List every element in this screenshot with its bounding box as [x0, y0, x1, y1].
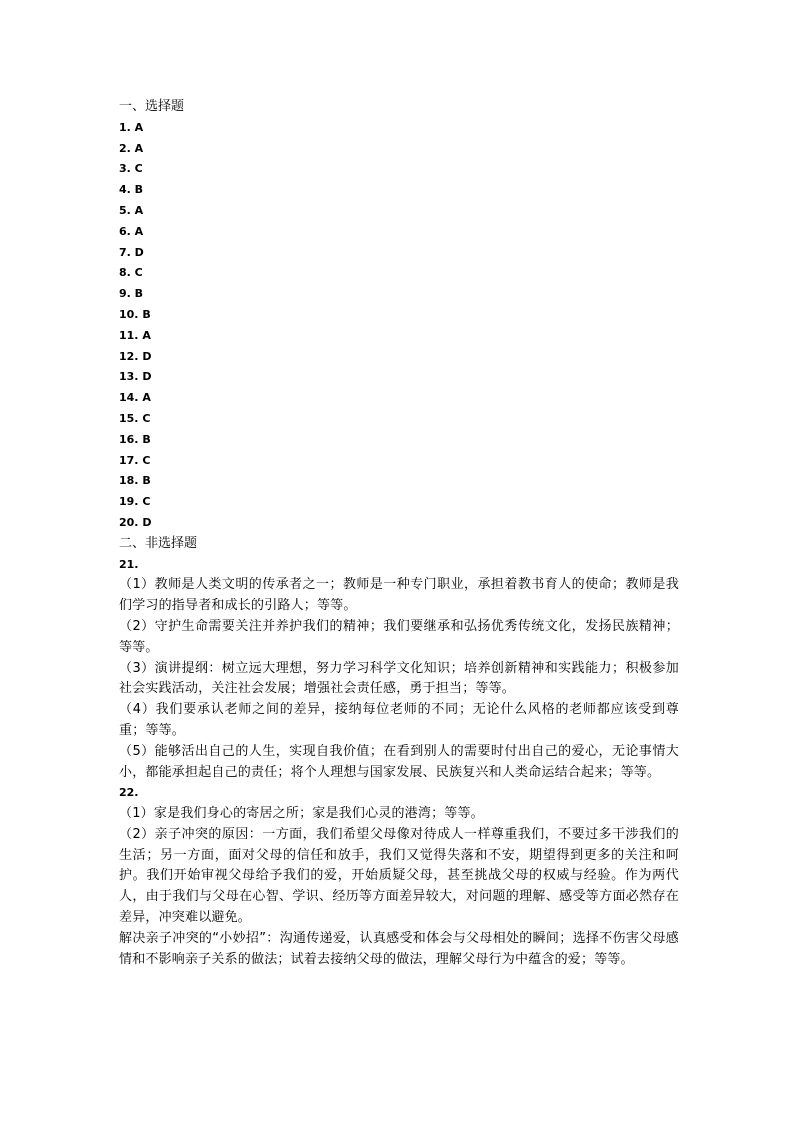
choice-answer: 7. D	[119, 245, 144, 259]
choice-answer: 6. A	[119, 224, 144, 238]
choice-answer: 18. B	[119, 474, 151, 488]
choice-answer: 12. D	[119, 349, 152, 363]
choice-answer: 8. C	[119, 266, 143, 280]
choice-answer: 2. A	[119, 141, 144, 155]
q21-part-5: （5）能够活出自己的人生，实现自我价值；在看到别人的需要时付出自己的爱心，无论事情大小，都能承担起自己的责任；将个人理想与国家发展、民族复兴和人类命运结合起来；等等。	[119, 743, 679, 780]
question-number-22: 22.	[119, 786, 139, 800]
section-heading-choice: 一、选择题	[119, 99, 185, 114]
q21-part-2: （2）守护生命需要关注并养护我们的精神；我们要继承和弘扬优秀传统文化，发扬民族精神；等等。	[119, 618, 679, 655]
choice-answer: 5. A	[119, 203, 144, 217]
question-number-21: 21.	[119, 557, 139, 571]
choice-answer: 10. B	[119, 307, 151, 321]
choice-answer: 13. D	[119, 370, 152, 384]
q21-part-4: （4）我们要承认老师之间的差异，接纳每位老师的不同；无论什么风格的老师都应该受到尊重；等等。	[119, 702, 679, 738]
q22-part-1: （1）家是我们身心的寄居之所；家是我们心灵的港湾；等等。	[119, 806, 484, 822]
choice-answer: 20. D	[119, 515, 152, 529]
choice-answer: 16. B	[119, 432, 151, 446]
section-heading-nonchoice: 二、非选择题	[119, 535, 198, 551]
choice-answer: 1. A	[119, 120, 144, 134]
choice-answer: 17. C	[119, 453, 151, 467]
choice-answer: 19. C	[119, 495, 151, 509]
choice-answer: 11. A	[119, 328, 151, 342]
q21-part-1: （1）教师是人类文明的传承者之一；教师是一种专门职业，承担着教书育人的使命；教师是我们学习的指导者和成长的引路人；等等。	[119, 577, 679, 614]
choice-answer: 4. B	[119, 183, 144, 197]
q22-tips: 解决亲子冲突的“小妙招”：沟通传递爱，认真感受和体会与父母相处的瞬间；选择不伤害父母感情和不影响亲子关系的做法；试着去接纳父母的做法，理解父母行为中蕴含的爱；等等。	[119, 930, 679, 967]
choice-answer: 15. C	[119, 411, 151, 425]
choice-answer-list	[119, 118, 679, 534]
choice-answer: 14. A	[119, 391, 151, 405]
q21-part-3: （3）演讲提纲：树立远大理想，努力学习科学文化知识；培养创新精神和实践能力；积极参加社会实践活动，关注社会发展；增强社会责任感，勇于担当；等等。	[119, 660, 679, 697]
q22-part-2: （2）亲子冲突的原因：一方面，我们希望父母像对待成人一样尊重我们，不要过多干涉我们的生活；另一方面，面对父母的信任和放手，我们又觉得失落和不安，期望得到更多的关注和呵护。我们开始审视父母给予我们的爱，开始质疑父母，甚至挑战父母的权威与经验。作为两代人，由于我们与父母在心智、学识、经历等方面差异较大，对问题的理解、感受等方面必然存在差异，冲突难以避免。	[119, 826, 679, 926]
choice-answer: 9. B	[119, 287, 144, 301]
choice-answer: 3. C	[119, 162, 143, 176]
answer-key-content	[119, 97, 679, 970]
